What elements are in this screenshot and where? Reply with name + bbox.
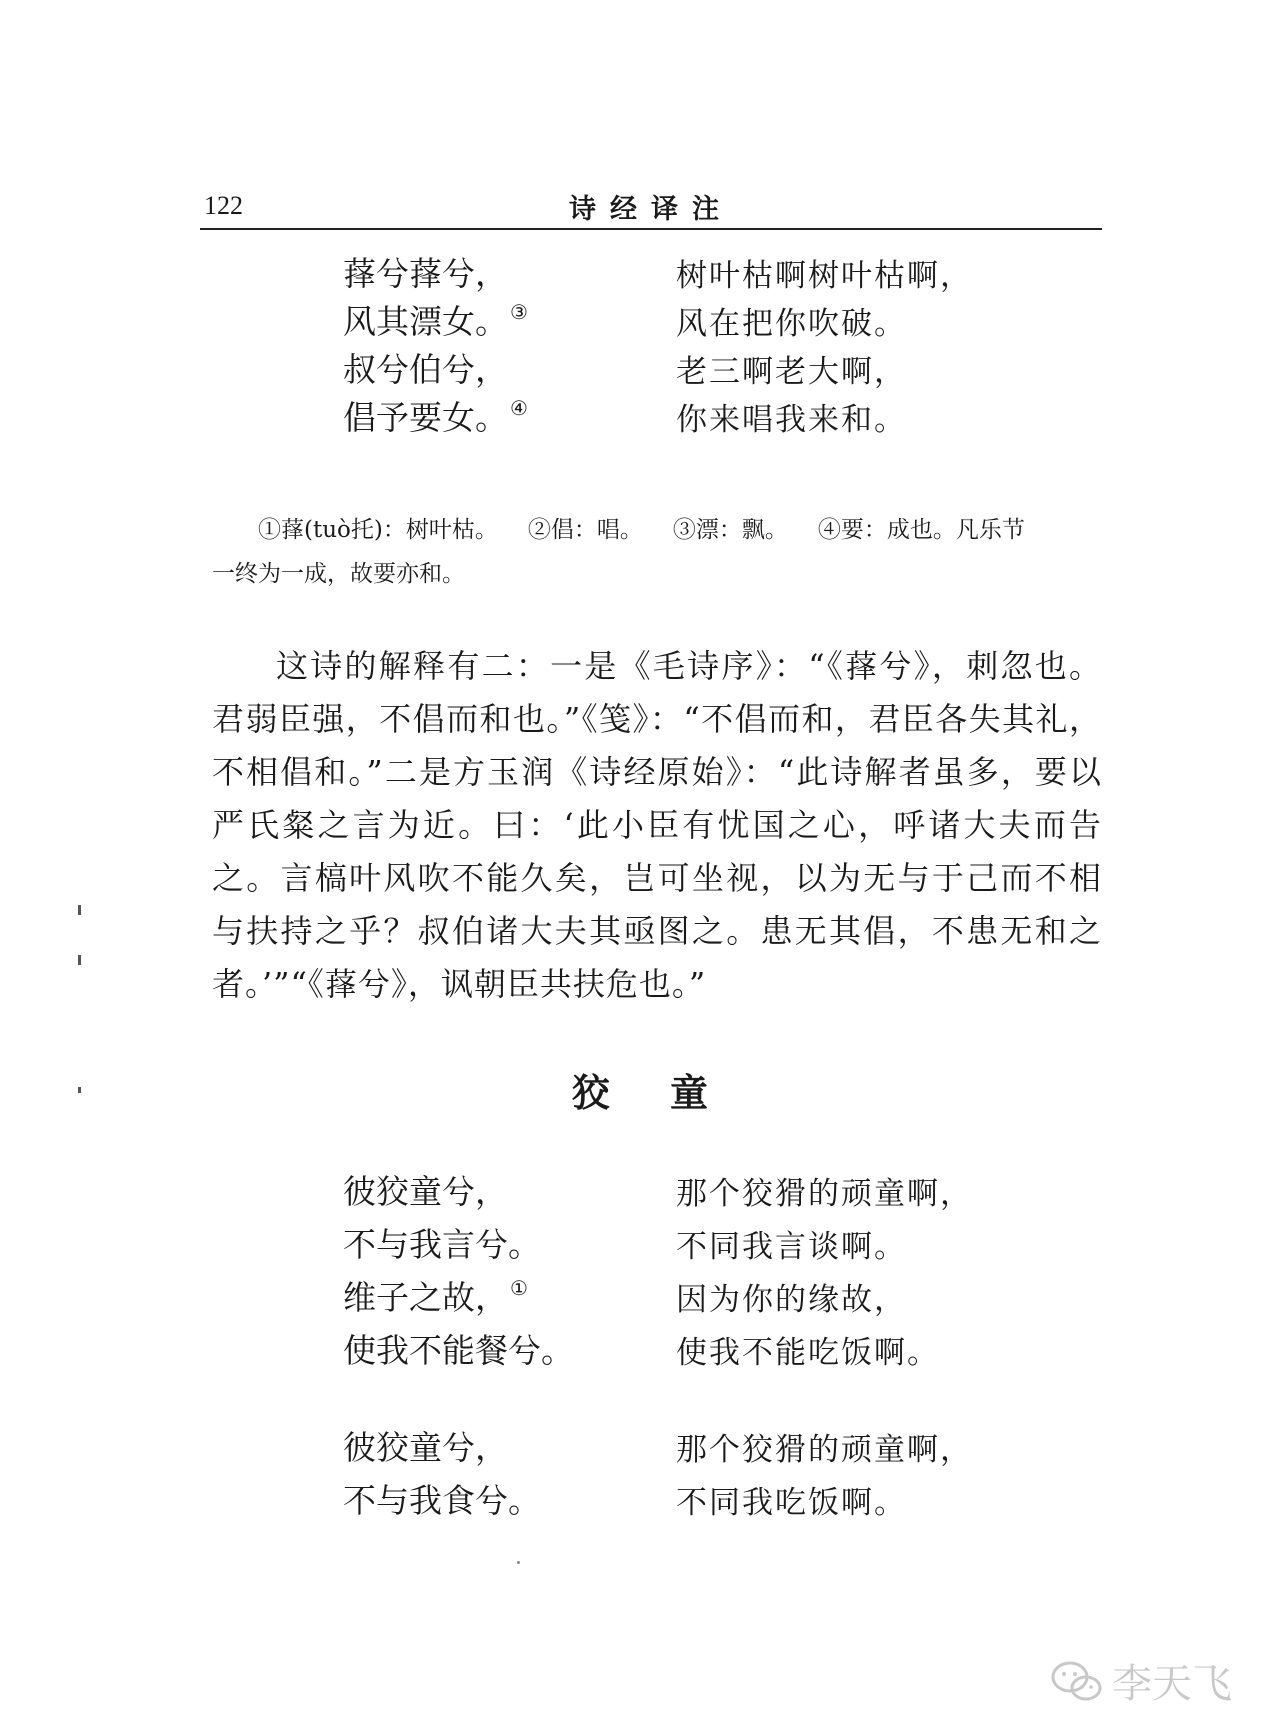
poem-line-translation: 那个狡猾的顽童啊， (676, 1432, 973, 1468)
scan-mark (78, 955, 81, 965)
footnote-4: ④要：成也。凡乐节 (817, 517, 1025, 543)
footnote-marker: ① (510, 1276, 528, 1300)
footnote-marker: ④ (510, 396, 528, 420)
poem-line-original: 叔兮伯兮， (343, 350, 508, 389)
scan-mark (78, 1087, 81, 1093)
footnote-3: ③漂：飘。 (672, 517, 788, 543)
poem-line-translation: 不同我言谈啊。 (676, 1229, 907, 1265)
poem-line-original: 倡予要女。 ④ (343, 396, 528, 437)
section-title: 狡童 (571, 1070, 768, 1115)
page-number: 122 (204, 191, 243, 220)
poem-line-translation: 因为你的缘故， (676, 1282, 907, 1318)
poem-line-translation: 你来唱我来和。 (676, 402, 907, 438)
poem-line-translation: 那个狡猾的顽童啊， (676, 1176, 973, 1212)
poem-line-original: 不与我言兮。 (343, 1225, 541, 1264)
poem-line-original: 不与我食兮。 (343, 1481, 541, 1520)
commentary (212, 640, 1102, 1011)
commentary-paragraph: 这诗的解释有二：一是《毛诗序》：“《萚兮》，刺忽也。君弱臣强，不倡而和也。”《笺》：“不倡而和，君臣各失其礼，不相倡和。”二是方玉润《诗经原始》：“此诗解者虽多，要以严氏粲之言为近。曰：‘此小臣有忧国之心，呼诸大夫而告之。言槁叶风吹不能久矣，岂可坐视，以为无与于己而不相与扶持之乎？叔伯诸大夫其亟图之。患无其倡，不患无和之者。’”“《萚兮》，讽朝臣共扶危也。” (212, 647, 1102, 1003)
book-title: 诗经译注 (569, 194, 733, 225)
watermark-text: 李天飞 (1112, 1661, 1232, 1707)
poem-line-translation: 老三啊老大啊， (676, 354, 907, 390)
footnote-2: ②倡：唱。 (527, 517, 643, 543)
poem-line-translation: 不同我吃饭啊。 (676, 1485, 907, 1521)
poem-line-translation: 树叶枯啊树叶枯啊， (676, 258, 973, 294)
poem-line-original: 使我不能餐兮。 (343, 1331, 574, 1370)
scan-dot (517, 1561, 520, 1564)
header-rule (200, 228, 1102, 230)
poem-line-original: 维子之故， ① (343, 1276, 528, 1317)
poem-line-translation: 风在把你吹破。 (676, 306, 907, 342)
poem-line-original: 彼狡童兮， (343, 1172, 508, 1211)
poem-line-original: 萚兮萚兮， (343, 254, 508, 293)
footnotes (212, 508, 1102, 596)
footnote-1: ①萚(tuò托)：树叶枯。 (258, 517, 498, 543)
wechat-icon (1050, 1660, 1106, 1704)
poem-line-original: 彼狡童兮， (343, 1428, 508, 1467)
poem-line-original: 风其漂女。 ③ (343, 300, 528, 341)
page-header (200, 183, 1102, 223)
watermark (1050, 1650, 1250, 1710)
footnote-continuation: 一终为一成，故要亦和。 (212, 561, 465, 587)
poem-line-translation: 使我不能吃饭啊。 (676, 1335, 940, 1371)
footnote-marker: ③ (510, 300, 528, 324)
scan-mark (78, 905, 81, 915)
